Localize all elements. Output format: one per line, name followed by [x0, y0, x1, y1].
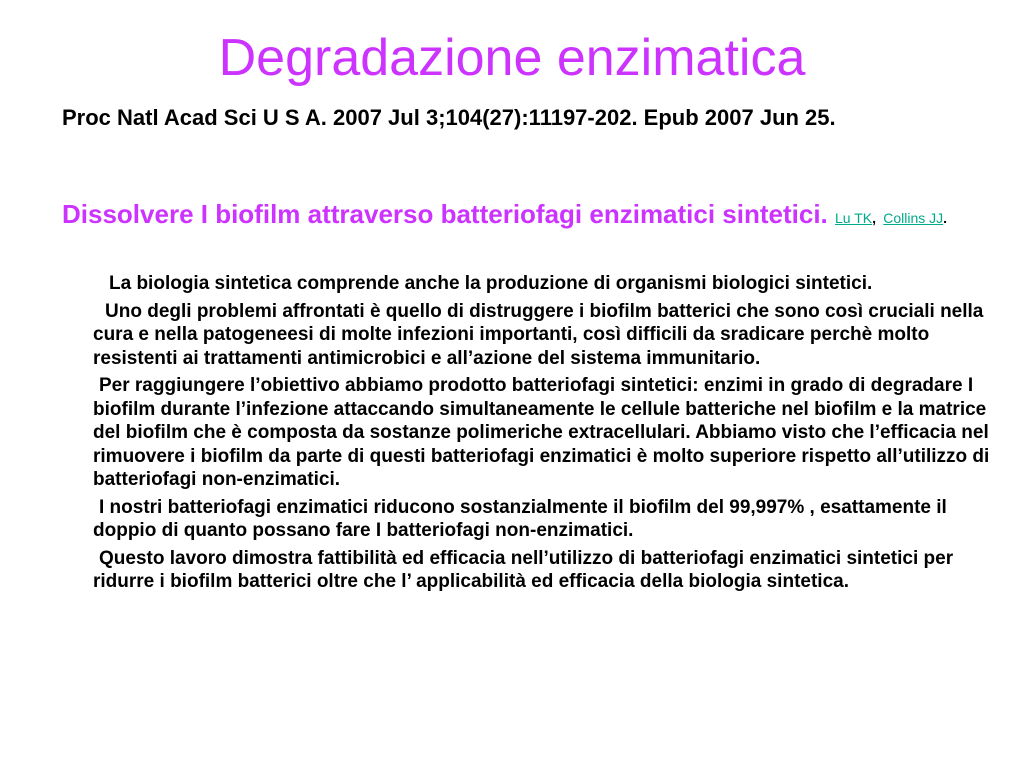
paragraph-problem: Uno degli problemi affrontati è quello di distruggere i biofilm batterici che sono così cruciali nella cura e nella patogeneesi di molte infezioni importanti, così difficili da sradicare perchè molto resistenti ai trattamenti antimicrobici e all’azione del sistema immunitario.	[93, 300, 984, 369]
author-end-period: .	[943, 210, 948, 226]
author-link-collins[interactable]: Collins JJ	[883, 210, 944, 226]
article-title	[62, 199, 993, 234]
paragraph-approach: Per raggiungere l’obiettivo abbiamo prodotto batteriofagi sintetici: enzimi in grado di degradare I biofilm durante l’infezione attaccando simultaneamente le cellule batteriche nel biofilm e la matrice del biofilm che è composta da sostanze polimeriche extracellulari. Abbiamo visto che l’efficacia nel rimuovere i biofilm da parte di questi batteriofagi enzimatici è molto superiore rispetto all’utilizzo di batteriofagi non-enzimatici.	[93, 375, 990, 490]
article-title-text: Dissolvere I biofilm attraverso batteriofagi enzimatici sintetici.	[62, 199, 828, 229]
author-separator: ,	[872, 210, 877, 226]
citation: Proc Natl Acad Sci U S A. 2007 Jul 3;104(27):11197-202. Epub 2007 Jun 25.	[62, 105, 836, 130]
slide-title: Degradazione enzimatica	[218, 29, 806, 87]
paragraph-conclusion: Questo lavoro dimostra fattibilità ed efficacia nell’utilizzo di batteriofagi enzimatici sintetici per ridurre i biofilm batterici oltre che l’ applicabilità ed efficacia della biologia sintetica.	[93, 547, 954, 592]
abstract-body	[93, 272, 1013, 598]
author-link-lu[interactable]: Lu TK	[835, 210, 873, 226]
paragraph-results: I nostri batteriofagi enzimatici riducono sostanzialmente il biofilm del 99,997% , esattamente il doppio di quanto possano fare I batteriofagi non-enzimatici.	[93, 496, 947, 541]
paragraph-synthetic-biology: La biologia sintetica comprende anche la produzione di organismi biologici sintetici.	[109, 273, 873, 294]
